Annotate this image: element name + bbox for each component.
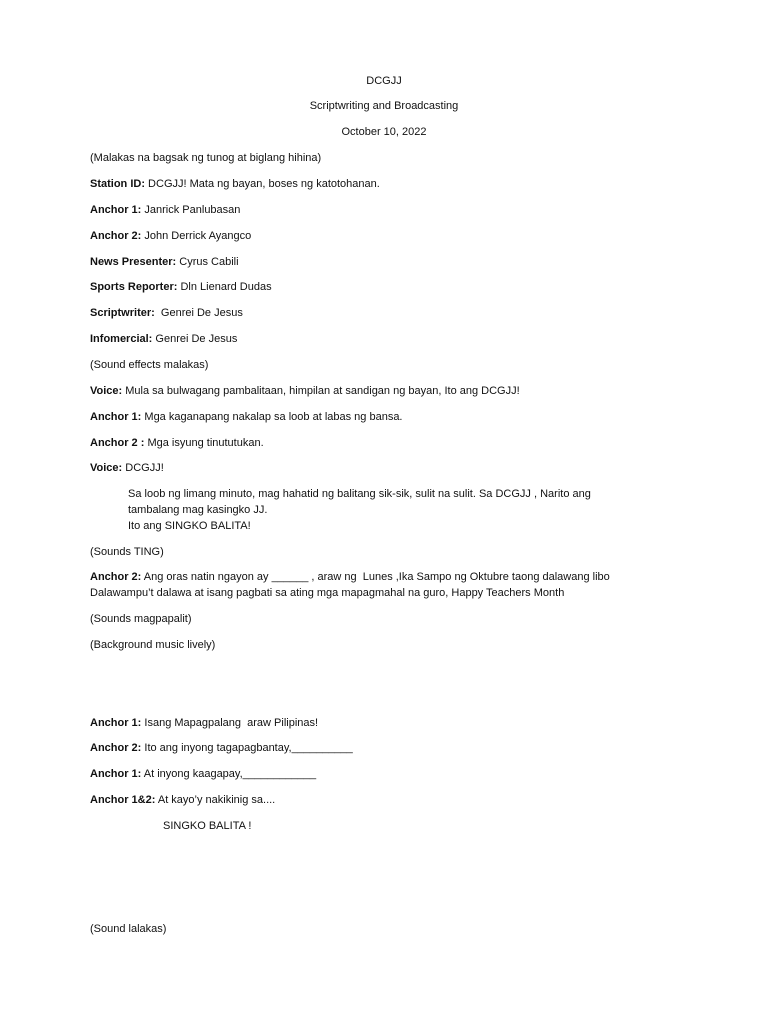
voice-text-1: Mula sa bulwagang pambalitaan, himpilan at sandigan ng bayan, Ito ang DCGJJ! xyxy=(122,385,520,397)
voice-line-2 xyxy=(90,461,164,475)
anchor12-text: At kayo’y nakikinig sa.... xyxy=(155,794,276,806)
sound-change-note: (Sounds magpapalit) xyxy=(90,613,192,625)
anchor2-line-2-continued: Dalawampu’t dalawa at isang pagbati sa ating mga mapagmahal na guro, Happy Teachers Month xyxy=(90,587,565,599)
anchor12-label: Anchor 1&2: xyxy=(90,794,156,806)
anchor2-name: John Derrick Ayangco xyxy=(141,230,252,242)
voice-text-2: DCGJJ! xyxy=(122,462,164,474)
intro-note: (Malakas na bagsak ng tunog at biglang hihina) xyxy=(90,152,322,164)
voice-label-1: Voice: xyxy=(90,385,123,397)
anchor2-line-1 xyxy=(90,436,264,450)
singko-balita-callout: SINGKO BALITA ! xyxy=(163,820,252,832)
infomercial-name: Genrei De Jesus xyxy=(152,333,238,345)
news-presenter-name: Cyrus Cabili xyxy=(176,256,239,268)
voice-label-2: Voice: xyxy=(90,462,123,474)
voice-body-line-3: Ito ang SINGKO BALITA! xyxy=(128,520,251,532)
sports-reporter-credit xyxy=(90,280,272,294)
anchor2-line-1-text: Mga isyung tinututukan. xyxy=(144,437,264,449)
news-presenter-credit xyxy=(90,255,239,269)
station-id-line xyxy=(90,177,380,191)
anchor2-line-3 xyxy=(90,741,353,755)
anchor2-label: Anchor 2: xyxy=(90,230,142,242)
anchor2-line-3-label: Anchor 2: xyxy=(90,742,142,754)
sound-ting-note: (Sounds TING) xyxy=(90,546,164,558)
anchor1-label: Anchor 1: xyxy=(90,204,142,216)
anchor2-line-2 xyxy=(90,570,610,584)
sports-reporter-name: Dln Lienard Dudas xyxy=(177,281,272,293)
voice-line-1 xyxy=(90,384,520,398)
anchor2-line-2-text: Ang oras natin ngayon ay ______ , araw ng Lunes ,Ika Sampo ng Oktubre taong dalawang libo xyxy=(141,571,610,583)
bg-music-note: (Background music lively) xyxy=(90,639,216,651)
anchor2-credit xyxy=(90,229,251,243)
anchor1-credit xyxy=(90,203,240,217)
document-subtitle: Scriptwriting and Broadcasting xyxy=(309,100,459,112)
anchor2-line-3-text: Ito ang inyong tagapagbantay,__________ xyxy=(141,742,353,754)
voice-body-line-2: tambalang mag kasingko JJ. xyxy=(128,504,268,516)
anchor1-line-3-label: Anchor 1: xyxy=(90,768,142,780)
station-id-label: Station ID: xyxy=(90,178,145,190)
anchor1-line-1 xyxy=(90,410,403,424)
station-id-text: DCGJJ! Mata ng bayan, boses ng katotohanan. xyxy=(145,178,380,190)
document-title: DCGJJ xyxy=(366,75,402,87)
infomercial-credit xyxy=(90,332,237,346)
sfx-note-1: (Sound effects malakas) xyxy=(90,359,209,371)
anchor2-line-2-label: Anchor 2: xyxy=(90,571,142,583)
anchor1-line-2 xyxy=(90,716,318,730)
anchor2-line-1-label: Anchor 2 : xyxy=(90,437,145,449)
anchor1-line-3-text: At inyong kaagapay,____________ xyxy=(141,768,317,780)
news-presenter-label: News Presenter: xyxy=(90,256,177,268)
sound-loud-note: (Sound lalakas) xyxy=(90,923,167,935)
anchor1-line-2-text: Isang Mapagpalang araw Pilipinas! xyxy=(141,717,319,729)
infomercial-label: Infomercial: xyxy=(90,333,153,345)
sports-reporter-label: Sports Reporter: xyxy=(90,281,178,293)
anchor1-line-2-label: Anchor 1: xyxy=(90,717,142,729)
document-date: October 10, 2022 xyxy=(341,126,427,138)
scriptwriter-name: Genrei De Jesus xyxy=(154,307,243,319)
anchor1-line-3 xyxy=(90,767,316,781)
anchor12-line xyxy=(90,793,275,807)
scriptwriter-credit xyxy=(90,306,243,320)
voice-body-line-1: Sa loob ng limang minuto, mag hahatid ng balitang sik-sik, sulit na sulit. Sa DCGJJ , Narito ang xyxy=(128,488,591,500)
scriptwriter-label: Scriptwriter: xyxy=(90,307,155,319)
anchor1-name: Janrick Panlubasan xyxy=(141,204,241,216)
anchor1-line-1-text: Mga kaganapang nakalap sa loob at labas ng bansa. xyxy=(141,411,403,423)
anchor1-line-1-label: Anchor 1: xyxy=(90,411,142,423)
